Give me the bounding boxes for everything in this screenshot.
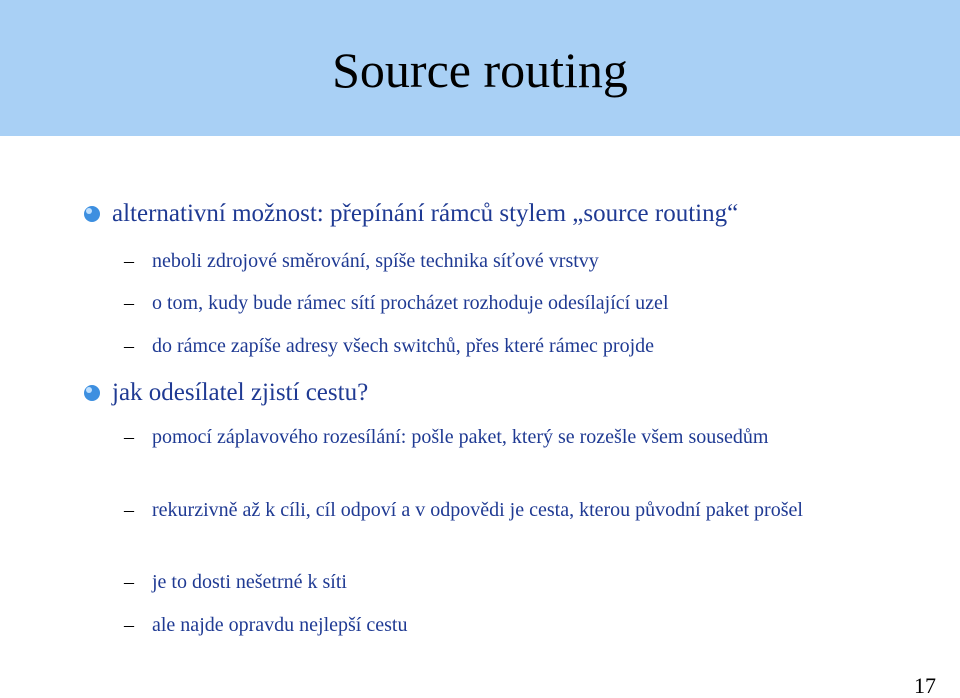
bullet-item-1: alternativní možnost: přepínání rámců stylem „source routing“ [112,200,739,227]
sub-bullet-2-1: pomocí záplavového rozesílání: pošle paket, který se rozešle všem sousedům [152,426,769,448]
bullet-sphere-icon [82,383,102,403]
sub-bullet-dash: – [124,426,134,448]
sub-bullet-dash: – [124,499,134,521]
sub-bullet-2-3: je to dosti nešetrné k síti [152,571,347,593]
bullet-sphere-icon [82,204,102,224]
sub-bullet-1-2: o tom, kudy bude rámec sítí procházet rozhoduje odesílající uzel [152,292,669,314]
sub-bullet-dash: – [124,571,134,593]
slide-title: Source routing [332,42,628,98]
sub-bullet-1-3: do rámce zapíše adresy všech switchů, přes které rámec projde [152,335,655,357]
bullet-item-2: jak odesílatel zjistí cestu? [112,379,369,406]
sub-bullet-dash: – [124,250,134,272]
sub-bullet-dash: – [124,335,134,357]
sub-bullet-1-1: neboli zdrojové směrování, spíše technika síťové vrstvy [152,250,599,272]
sub-bullet-2-2: rekurzivně až k cíli, cíl odpoví a v odpovědi je cesta, kterou původní paket prošel [152,499,803,521]
sub-bullet-2-4: ale najde opravdu nejlepší cestu [152,614,408,636]
sub-bullet-dash: – [124,614,134,636]
page-number: 17 [914,673,936,698]
sub-bullet-dash: – [124,292,134,314]
